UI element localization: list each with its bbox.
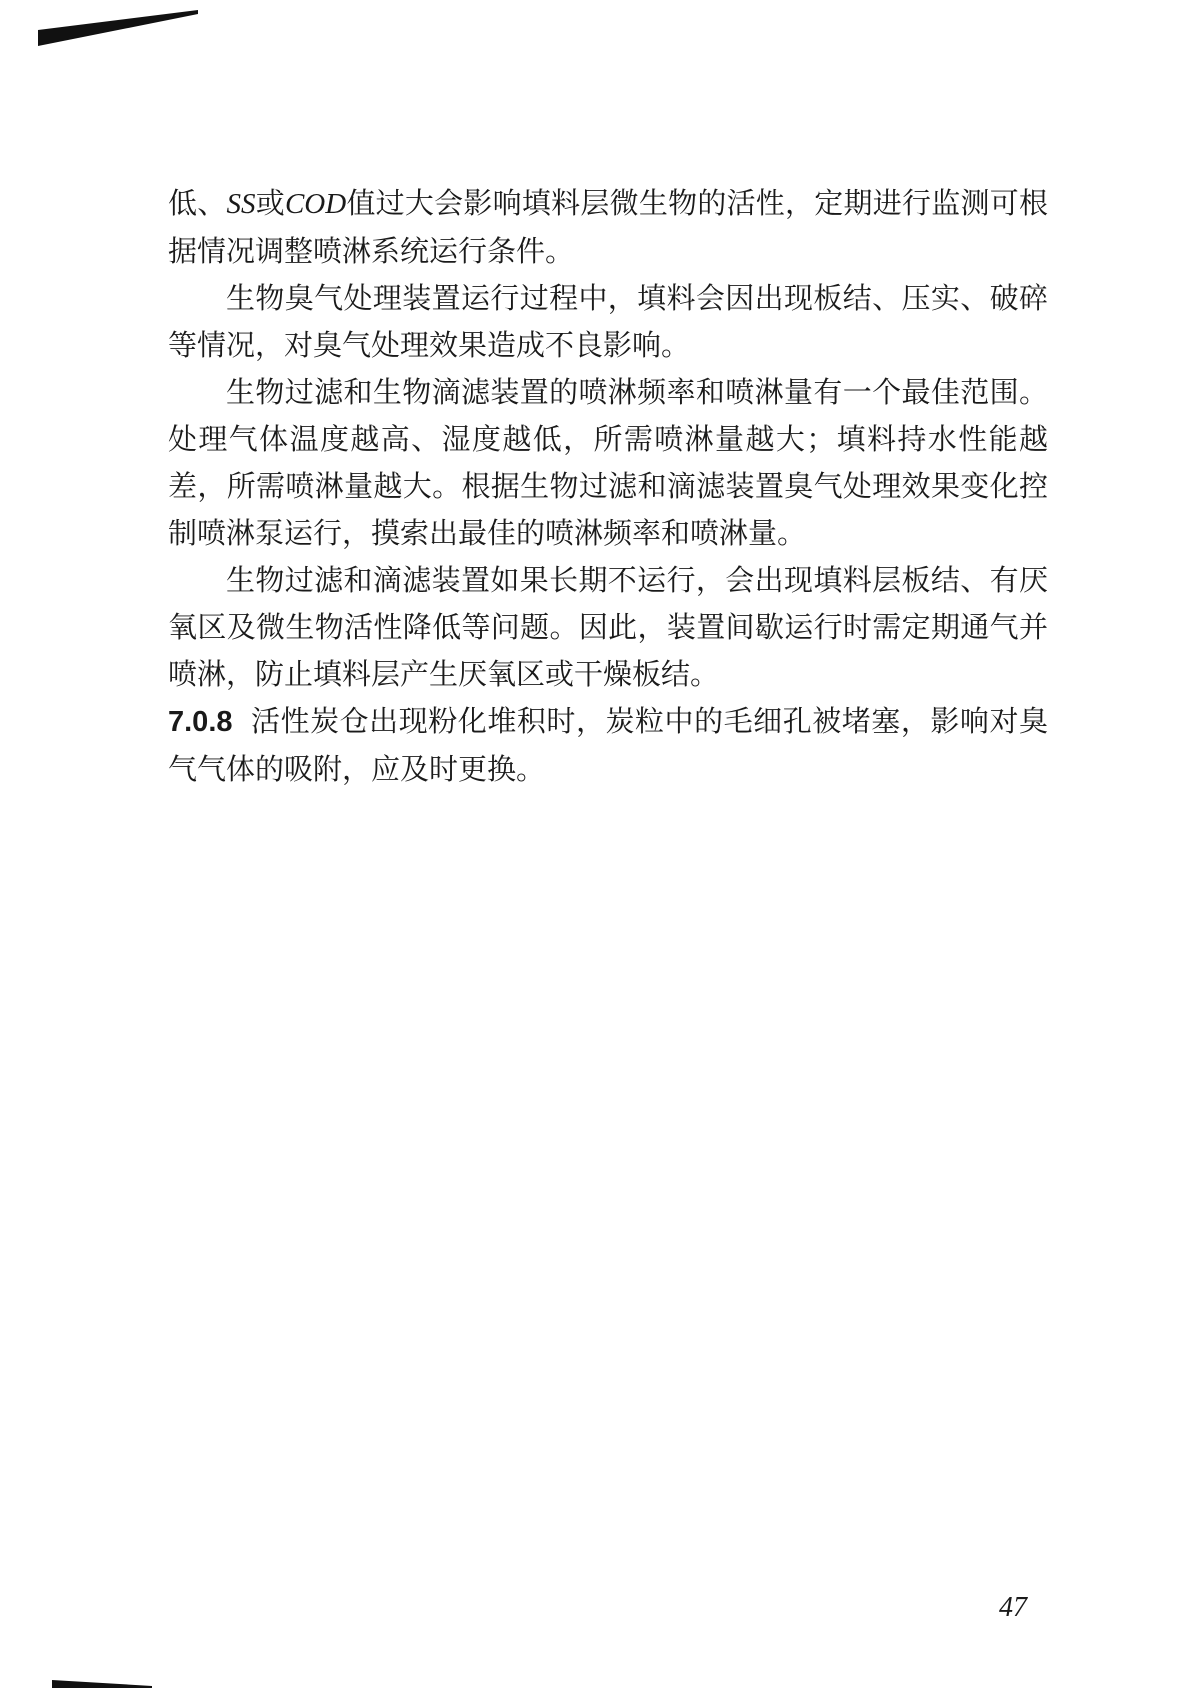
paragraph <box>168 369 1048 557</box>
clause-number: 7.0.8 <box>168 706 233 738</box>
text-segment: COD <box>284 188 347 220</box>
text-segment: SS <box>226 188 256 220</box>
text-segment: 活性炭仓出现粉化堆积时，炭粒中的毛细孔被堵塞，影响对臭气气体的吸附，应及时更换。 <box>168 704 1048 786</box>
text-segment: 或 <box>255 186 285 220</box>
text-segment: 生物过滤和生物滴滤装置的喷淋频率和喷淋量有一个最佳范围。处理气体温度越高、湿度越低，所需喷淋量越大；填料持水性能越差，所需喷淋量越大。根据生物过滤和滴滤装置臭气处理效果变化控制喷淋泵运行，摸索出最佳的喷淋频率和喷淋量。 <box>168 375 1048 550</box>
text-segment: 生物臭气处理装置运行过程中，填料会因出现板结、压实、破碎等情况，对臭气处理效果造成不良影响。 <box>168 281 1048 362</box>
body-text <box>168 180 1048 793</box>
page-number: 47 <box>999 1592 1027 1623</box>
paragraph <box>168 698 1048 793</box>
text-segment: 值过大会影响填料层微生物的活性，定期进行监测可根据情况调整喷淋系统运行条件。 <box>168 186 1048 268</box>
paragraph <box>168 557 1048 698</box>
text-segment: 生物过滤和滴滤装置如果长期不运行，会出现填料层板结、有厌氧区及微生物活性降低等问题。因此，装置间歇运行时需定期通气并喷淋，防止填料层产生厌氧区或干燥板结。 <box>168 563 1048 691</box>
paragraph <box>168 180 1048 275</box>
paragraph <box>168 275 1048 369</box>
scan-edge-mark-bottom <box>52 1676 152 1690</box>
scan-edge-mark-top <box>38 6 218 46</box>
text-segment: 低、 <box>168 186 227 220</box>
